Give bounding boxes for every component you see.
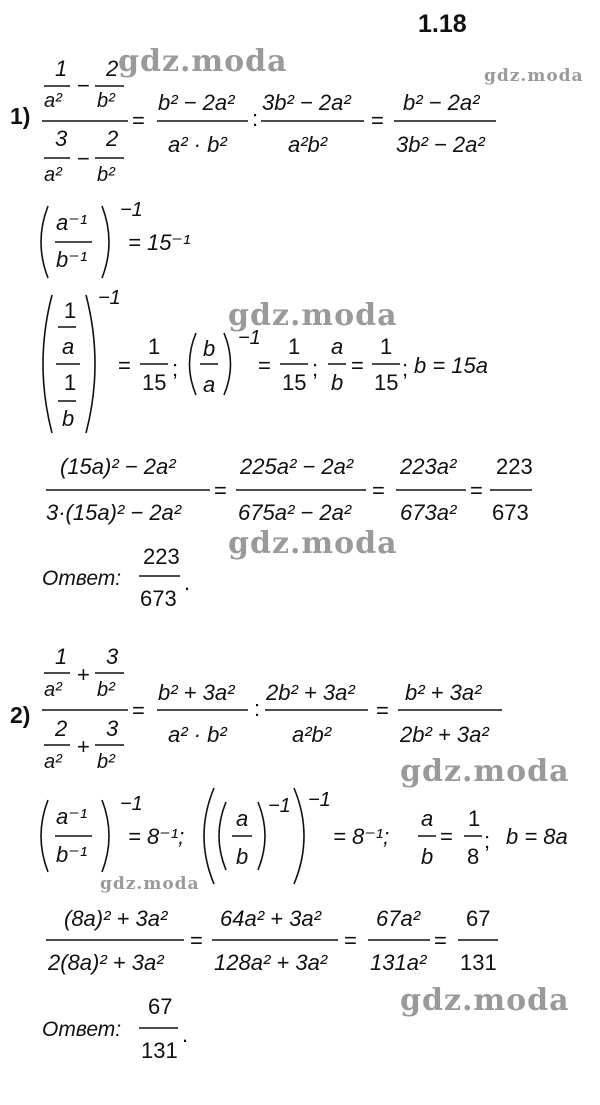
math-text: =: [351, 353, 364, 378]
math-text: a: [331, 334, 344, 359]
math-text: −1: [308, 789, 331, 811]
math-text: (8a)² + 3a²: [64, 906, 168, 931]
math-text: b² + 3a²: [158, 680, 235, 705]
math-text: ;: [172, 356, 179, 381]
math-text: 64a² + 3a²: [220, 906, 321, 931]
math-text: b² + 3a²: [405, 680, 482, 705]
math-text: 3b² − 2a²: [396, 132, 485, 157]
math-text: 1: [380, 334, 393, 359]
math-text: 15: [282, 370, 307, 395]
math-text: .: [182, 1022, 189, 1047]
math-text: 67: [466, 906, 491, 931]
math-text: b = 8a: [506, 824, 568, 849]
math-text: b²: [97, 90, 115, 112]
watermark: gdz.moda: [228, 298, 398, 333]
math-text: 1: [288, 334, 301, 359]
math-text: b⁻¹: [56, 247, 88, 272]
math-text: .: [184, 570, 191, 595]
math-text: = 15⁻¹: [128, 230, 191, 255]
math-text: 15: [374, 370, 399, 395]
math-text: b²: [97, 164, 115, 186]
math-text: −: [77, 146, 90, 171]
math-text: = 8⁻¹;: [128, 824, 185, 849]
watermark: gdz.moda: [484, 66, 584, 86]
math-text: = 8⁻¹;: [333, 824, 390, 849]
math-text: 1: [55, 644, 68, 669]
math-text: =: [118, 353, 131, 378]
watermark: gdz.moda: [400, 754, 570, 789]
math-text: =: [132, 108, 145, 133]
math-text: a² · b²: [168, 132, 227, 157]
math-text: −1: [268, 795, 291, 817]
math-text: 225a² − 2a²: [240, 454, 354, 479]
math-text: 1: [64, 370, 77, 395]
math-text: ;: [484, 828, 491, 853]
math-text: 3: [106, 644, 119, 669]
watermark: gdz.moda: [118, 44, 288, 79]
watermark: gdz.moda: [100, 874, 200, 894]
math-text: =: [470, 478, 483, 503]
math-text: ;: [402, 356, 409, 381]
math-text: :: [254, 696, 261, 721]
math-text: b: [62, 406, 75, 431]
math-text: b: [331, 370, 344, 395]
math-text: a⁻¹: [56, 210, 88, 235]
math-text: =: [434, 928, 447, 953]
math-text: =: [344, 928, 357, 953]
math-text: 1: [148, 334, 161, 359]
math-text: b: [236, 844, 249, 869]
math-text: −: [77, 73, 90, 98]
math-text: a²: [44, 164, 62, 186]
math-text: 3·(15a)² − 2a²: [46, 500, 182, 525]
watermark: gdz.moda: [400, 983, 570, 1018]
math-text: =: [376, 698, 389, 723]
math-text: =: [132, 698, 145, 723]
math-text: 223: [496, 454, 533, 479]
math-text: ;: [312, 356, 319, 381]
math-text: 2b² + 3a²: [266, 680, 355, 705]
math-text: a: [421, 806, 434, 831]
math-text: 675a² − 2a²: [238, 500, 352, 525]
math-text: b² − 2a²: [158, 90, 235, 115]
math-text: (15a)² − 2a²: [60, 454, 176, 479]
math-text: :: [252, 106, 259, 131]
answer-value: 131: [141, 1038, 178, 1063]
math-text: 3: [106, 716, 119, 741]
math-text: 15: [142, 370, 167, 395]
math-text: b⁻¹: [56, 842, 88, 867]
math-text: =: [214, 478, 227, 503]
math-text: 3: [55, 126, 68, 151]
math-text: =: [372, 478, 385, 503]
answer-value: 67: [148, 994, 173, 1019]
math-text: −1: [120, 199, 143, 221]
math-text: a: [236, 806, 249, 831]
math-text: a²b²: [292, 722, 332, 747]
math-text: 8: [467, 844, 480, 869]
math-text: b²: [97, 679, 115, 701]
answer-label: Ответ:: [42, 567, 122, 590]
math-text: 2: [106, 56, 119, 81]
math-text: b = 15a: [414, 353, 489, 378]
math-text: 3b² − 2a²: [262, 90, 351, 115]
math-text: 67a²: [376, 906, 421, 931]
math-text: a²: [44, 679, 62, 701]
exercise-number: 1.18: [418, 10, 467, 38]
math-text: 2(8a)² + 3a²: [48, 950, 164, 975]
math-text: −1: [238, 327, 261, 349]
math-text: a: [62, 334, 75, 359]
math-text: 1: [64, 298, 77, 323]
answer-value: 673: [140, 586, 177, 611]
math-text: b² − 2a²: [403, 90, 480, 115]
part-1-number: 1): [10, 103, 31, 129]
math-text: b: [421, 844, 434, 869]
math-text: 2: [55, 716, 68, 741]
math-text: +: [77, 662, 90, 687]
math-text: 673a²: [400, 500, 457, 525]
math-text: 2b² + 3a²: [400, 722, 489, 747]
math-text: =: [190, 928, 203, 953]
math-text: a²: [44, 751, 62, 773]
math-text: =: [440, 824, 453, 849]
math-text: a: [203, 372, 216, 397]
math-text: 2: [106, 126, 119, 151]
answer-value: 223: [143, 544, 180, 569]
math-text: 128a² + 3a²: [214, 950, 328, 975]
math-text: a²b²: [288, 132, 328, 157]
math-text: b²: [97, 751, 115, 773]
math-text: 131a²: [370, 950, 427, 975]
math-text: =: [371, 108, 384, 133]
math-text: =: [258, 353, 271, 378]
math-text: 223a²: [400, 454, 457, 479]
math-text: 131: [460, 950, 497, 975]
math-text: +: [77, 734, 90, 759]
answer-label: Ответ:: [42, 1018, 122, 1041]
math-text: 1: [55, 56, 68, 81]
math-text: 673: [492, 500, 529, 525]
math-text: a⁻¹: [56, 804, 88, 829]
math-text: −1: [98, 287, 121, 309]
part-2-number: 2): [10, 702, 31, 728]
math-text: 1: [468, 806, 481, 831]
math-text: a²: [44, 90, 62, 112]
math-text: b: [203, 336, 216, 361]
math-text: a² · b²: [168, 722, 227, 747]
watermark: gdz.moda: [228, 526, 398, 561]
math-text: −1: [120, 793, 143, 815]
